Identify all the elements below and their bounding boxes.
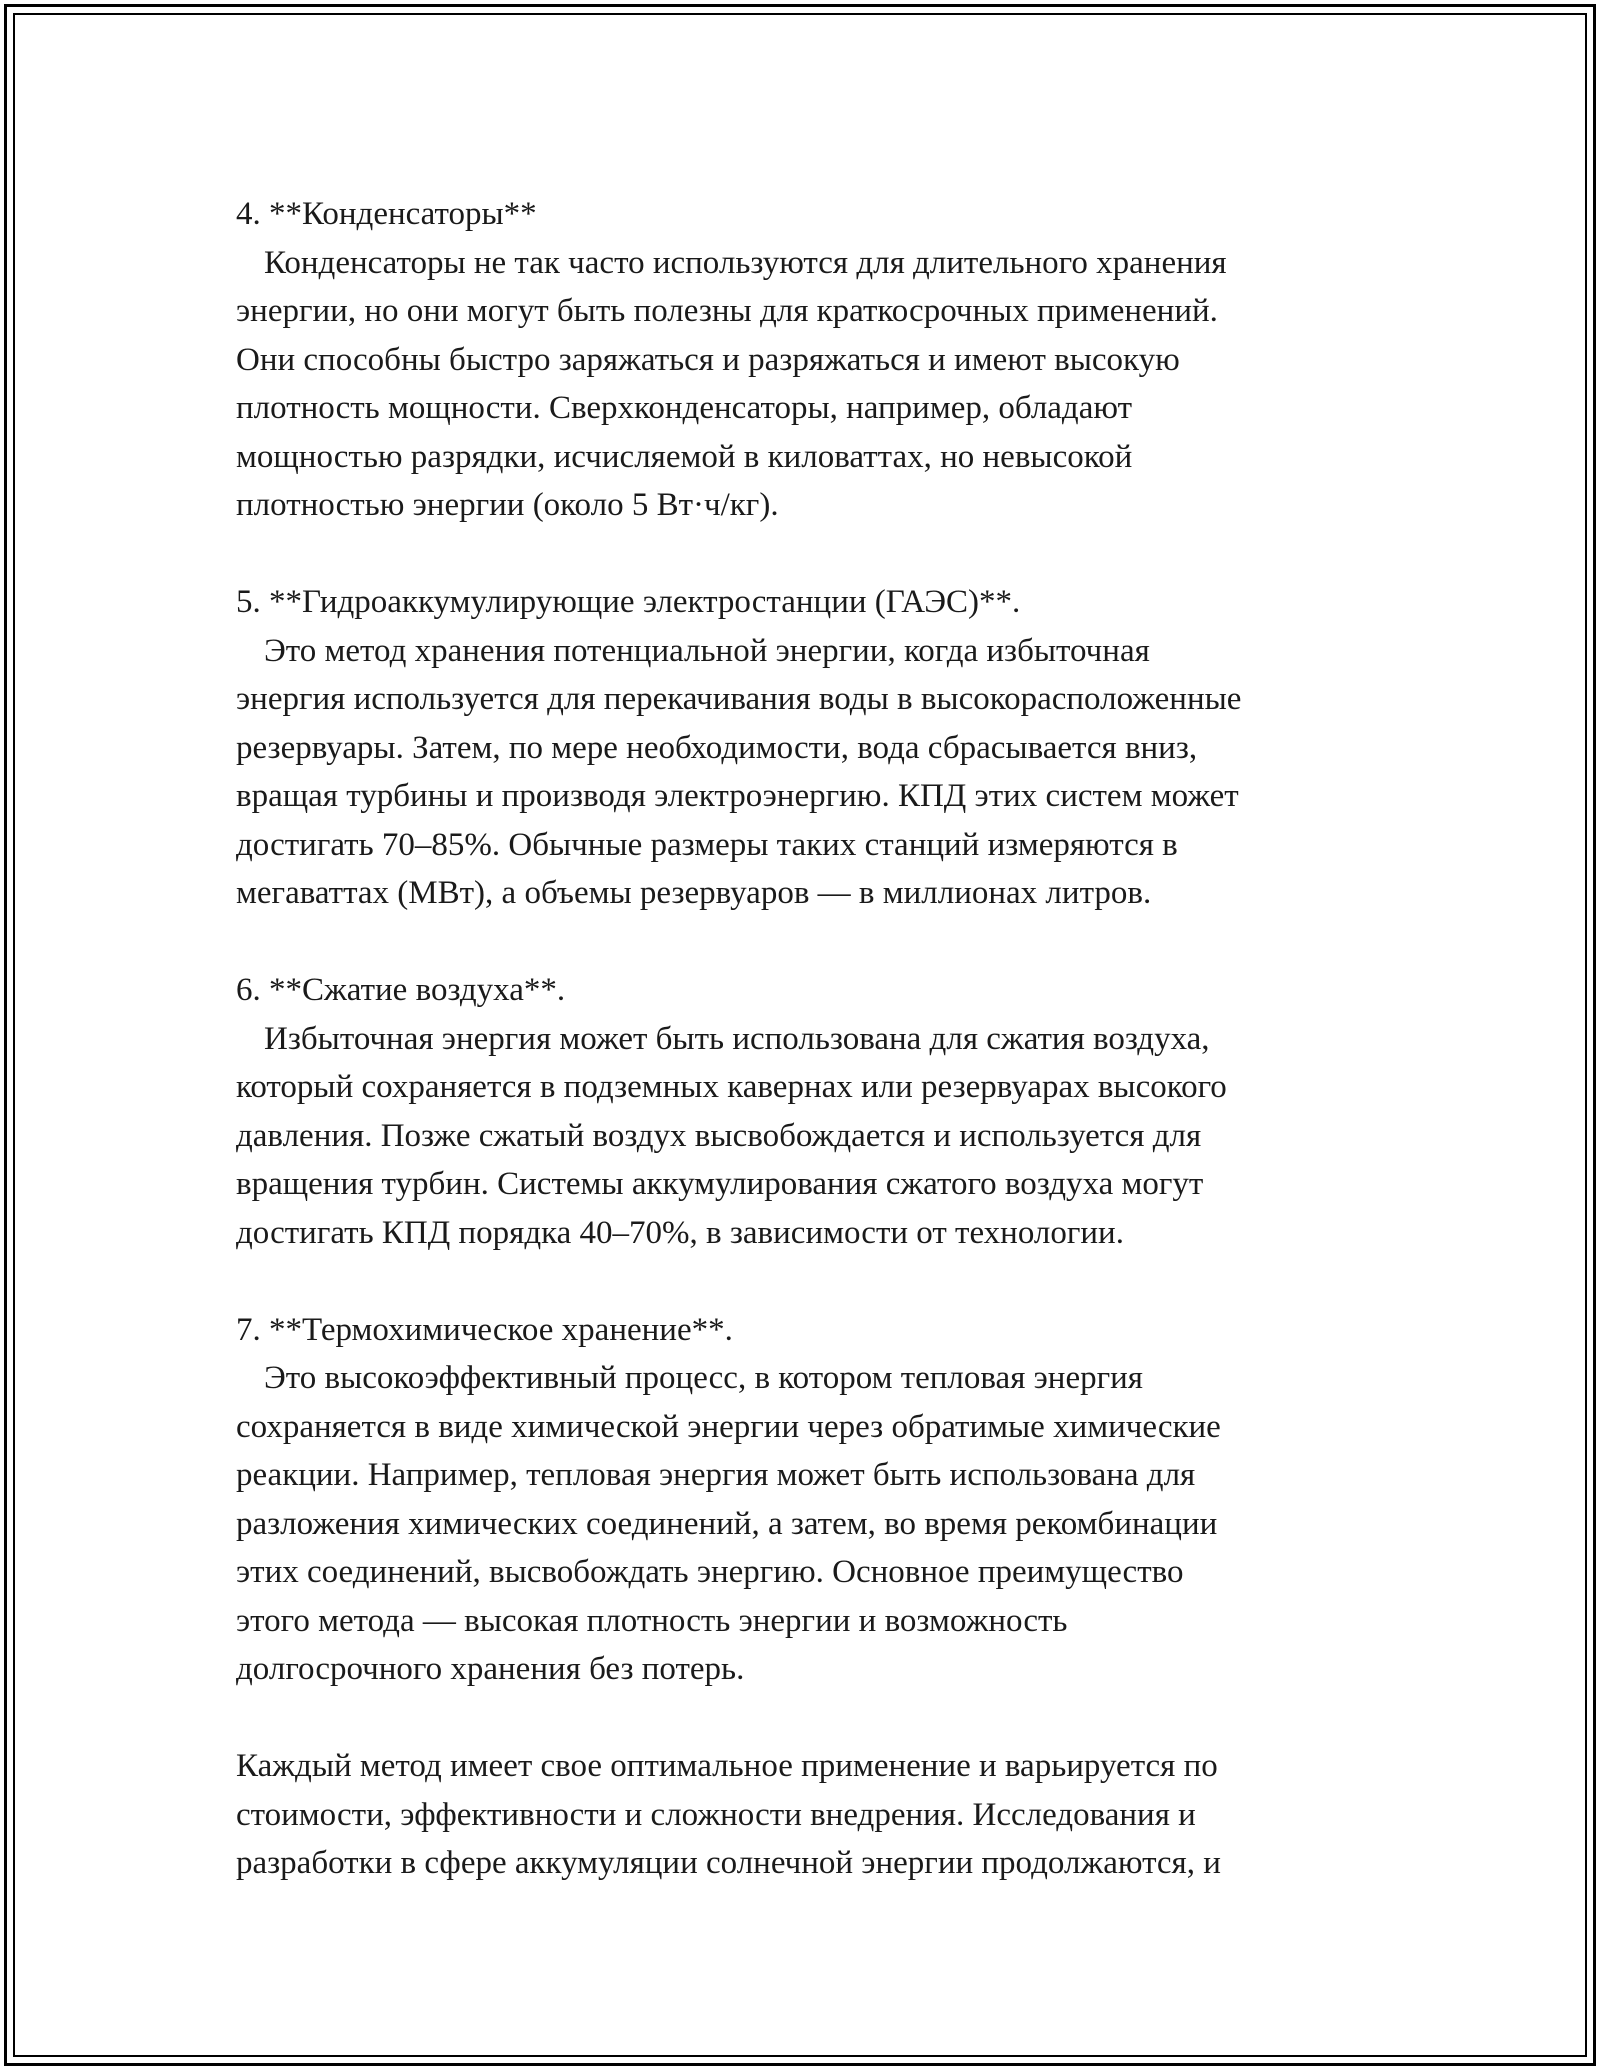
paragraph-line: разложения химических соединений, а затем, во время рекомбинации: [236, 1505, 1218, 1542]
section-capacitors: [236, 190, 1386, 530]
section-compressed-air: [236, 966, 1386, 1257]
paragraph-line: вращения турбин. Системы аккумулирования сжатого воздуха могут: [236, 1166, 1204, 1202]
paragraph-line: плотностью энергии (около 5 Вт·ч/кг).: [236, 487, 779, 523]
paragraph-line: Они способны быстро заряжаться и разряжаться и имеют высокую: [236, 341, 1180, 378]
section-heading: 5. **Гидроаккумулирующие электростанции (ГАЭС)**.: [236, 584, 1021, 620]
paragraph-line: энергия используется для перекачивания воды в высокорасположенные: [236, 681, 1242, 717]
paragraph-line: Конденсаторы не так часто используются для длительного хранения: [264, 244, 1227, 281]
section-thermochemical: [236, 1306, 1386, 1694]
paragraph-line: давления. Позже сжатый воздух высвобождается и используется для: [236, 1117, 1202, 1154]
paragraph-line: Это метод хранения потенциальной энергии, когда избыточная: [264, 632, 1150, 669]
paragraph-line: достигать 70–85%. Обычные размеры таких станций измеряются в: [236, 826, 1178, 863]
paragraph-line: долгосрочного хранения без потерь.: [236, 1651, 745, 1687]
section-heading: 7. **Термохимическое хранение**.: [236, 1311, 733, 1348]
paragraph-line: мегаваттах (МВт), а объемы резервуаров — в миллионах литров.: [236, 875, 1152, 911]
paragraph-line: энергии, но они могут быть полезны для краткосрочных применений.: [236, 293, 1218, 329]
paragraph-line: плотность мощности. Сверхконденсаторы, например, обладают: [236, 390, 1133, 426]
paragraph-line: стоимости, эффективности и сложности внедрения. Исследования и: [236, 1796, 1196, 1833]
paragraph-line: мощностью разрядки, исчисляемой в киловаттах, но невысокой: [236, 438, 1133, 475]
paragraph-line: Каждый метод имеет свое оптимальное применение и варьируется по: [236, 1748, 1218, 1784]
document-body: [236, 190, 1386, 1936]
paragraph-line: достигать КПД порядка 40–70%, в зависимости от технологии.: [236, 1214, 1124, 1251]
paragraph-line: резервуары. Затем, по мере необходимости, вода сбрасывается вниз,: [236, 729, 1198, 766]
paragraph-line: реакции. Например, тепловая энергия может быть использована для: [236, 1457, 1196, 1493]
paragraph-line: разработки в сфере аккумуляции солнечной энергии продолжаются, и: [236, 1845, 1221, 1881]
paragraph-line: этих соединений, высвобождать энергию. Основное преимущество: [236, 1554, 1184, 1590]
section-heading: 6. **Сжатие воздуха**.: [236, 972, 566, 1008]
section-heading: 4. **Конденсаторы**: [236, 196, 537, 232]
paragraph-line: который сохраняется в подземных кавернах или резервуарах высокого: [236, 1069, 1227, 1105]
section-conclusion: [236, 1742, 1386, 1888]
paragraph-line: этого метода — высокая плотность энергии и возможность: [236, 1602, 1068, 1639]
paragraph-line: сохраняется в виде химической энергии через обратимые химические: [236, 1408, 1221, 1445]
paragraph-line: Избыточная энергия может быть использована для сжатия воздуха,: [264, 1020, 1210, 1057]
paragraph-line: Это высокоэффективный процесс, в котором тепловая энергия: [264, 1360, 1143, 1396]
section-pumped-hydro: [236, 578, 1386, 918]
paragraph-line: вращая турбины и производя электроэнергию. КПД этих систем может: [236, 778, 1239, 814]
